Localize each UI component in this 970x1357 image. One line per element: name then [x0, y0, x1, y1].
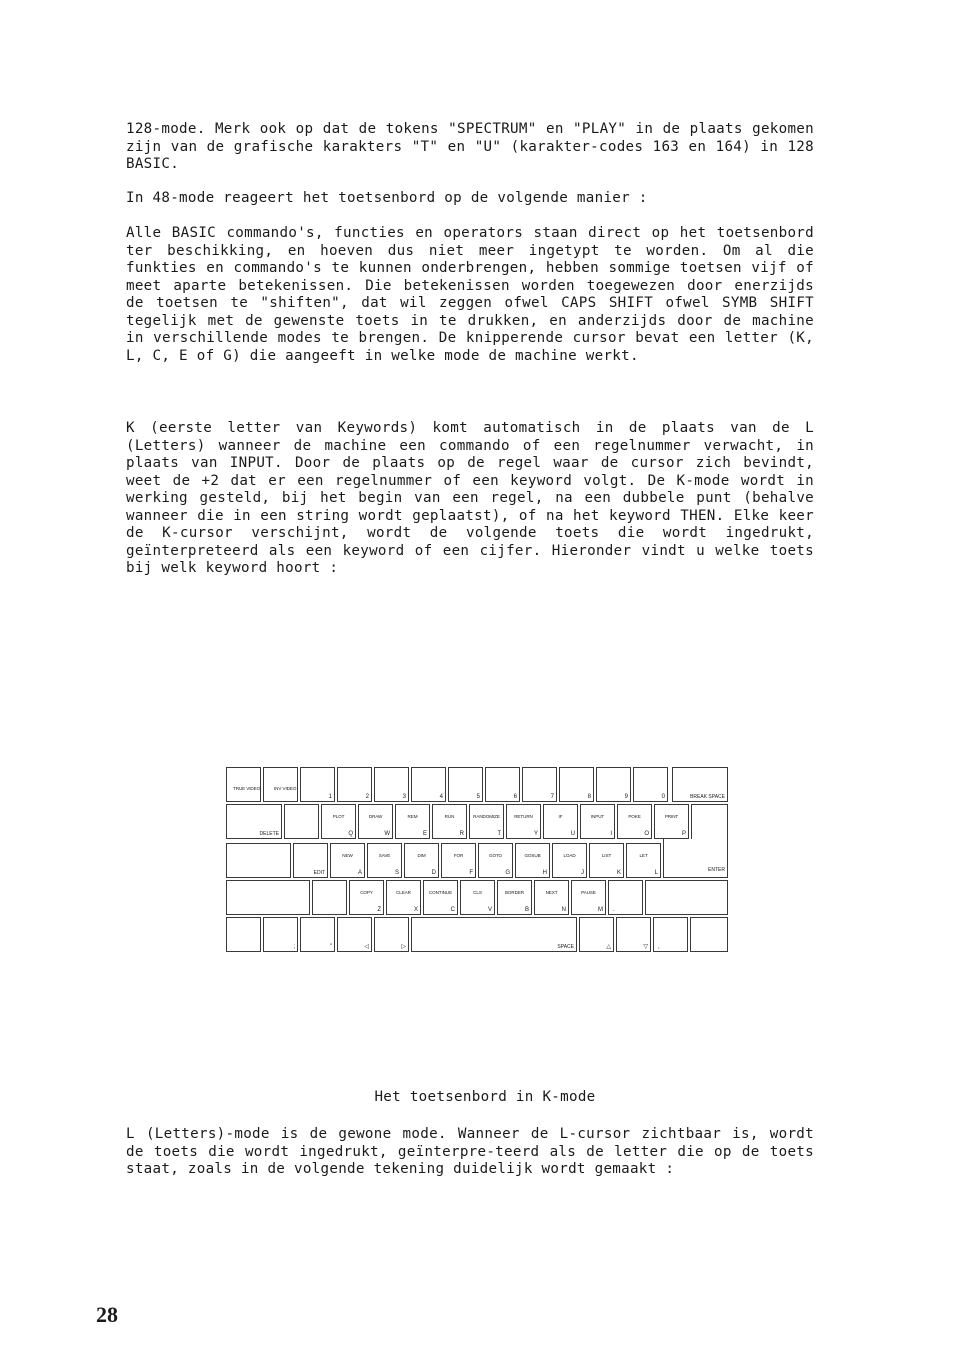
key-blank-caps-shift — [226, 880, 310, 915]
key-letter: I — [610, 831, 612, 837]
key-f — [441, 843, 476, 878]
key-w — [358, 804, 393, 839]
key-letter: S — [394, 870, 399, 876]
key-keyword: NEXT — [545, 890, 558, 895]
key-keyword: LET — [639, 853, 648, 858]
key-keyword: BORDER — [504, 890, 525, 895]
key-label: TRUE VIDEO — [233, 786, 261, 791]
key-5 — [448, 767, 483, 802]
key-letter: J — [581, 870, 584, 876]
key-1 — [300, 767, 335, 802]
key-letter: R — [459, 831, 464, 837]
key-digit: 4 — [439, 794, 443, 800]
right-arrow-icon: ▷ — [401, 944, 406, 950]
key-8 — [559, 767, 594, 802]
key-6 — [485, 767, 520, 802]
key-label: SPACE — [557, 944, 574, 950]
key-semicolon — [263, 917, 298, 952]
key-keyword: GOTO — [488, 853, 503, 858]
key-label: DELETE — [259, 831, 279, 837]
key-digit: 9 — [624, 794, 628, 800]
key-2 — [337, 767, 372, 802]
key-space — [411, 917, 577, 952]
key-h — [515, 843, 550, 878]
key-keyword: DIM — [417, 853, 426, 858]
key-keyword: COPY — [360, 890, 373, 895]
figure-caption: Het toetsenbord in K-mode — [374, 1089, 596, 1105]
key-keyword: CONTINUE — [428, 890, 453, 895]
key-blank — [690, 917, 728, 952]
key-letter: X — [413, 907, 418, 913]
key-keyword: DRAW — [368, 814, 383, 819]
key-blank — [312, 880, 347, 915]
key-letter: E — [422, 831, 427, 837]
key-9 — [596, 767, 631, 802]
key-blank-symb-shift — [645, 880, 728, 915]
key-inv-video — [263, 767, 298, 802]
key-r — [432, 804, 467, 839]
key-keyword: SAVE — [378, 853, 391, 858]
key-keyword: POKE — [628, 814, 641, 819]
key-letter: L — [654, 870, 658, 876]
key-k — [589, 843, 624, 878]
paragraph-48-mode: In 48-mode reageert het toetsenbord op de volgende manier : — [126, 190, 648, 206]
key-label: ENTER — [708, 867, 725, 873]
key-i — [580, 804, 615, 839]
key-letter: O — [644, 831, 649, 837]
key-keyword: CLEAR — [396, 890, 411, 895]
key-letter: D — [431, 870, 436, 876]
key-q — [321, 804, 356, 839]
key-letter: F — [469, 870, 473, 876]
key-y — [506, 804, 541, 839]
key-keyword: GOSUB — [524, 853, 541, 858]
key-label: EDIT — [313, 870, 325, 876]
key-keyword: CLS — [473, 890, 482, 895]
key-label: INV VIDEO — [274, 786, 297, 791]
key-comma — [653, 917, 688, 952]
key-digit: 2 — [365, 794, 369, 800]
key-letter: N — [561, 907, 566, 913]
key-letter: Z — [377, 907, 381, 913]
key-keyword: REM — [407, 814, 418, 819]
key-digit: 1 — [328, 794, 332, 800]
key-letter: A — [357, 870, 362, 876]
key-t — [469, 804, 504, 839]
key-enter — [663, 839, 728, 878]
paragraph-basic-commands: Alle BASIC commando's, functies en operators staan direct op het toetsenbord ter beschikking, en hoeven dus niet meer ingetypt te worden. Om al die funkties en commando's te kunnen onderbrengen, hebben sommige toetsen vijf of meet aparte betekenissen. Die betekenissen worden toegewezen door enerzijds de toetsen te "shiften", dat wil zeggen ofwel CAPS SHIFT ofwel SYMB SHIFT tegelijk met de gewenste toets in te drukken, en anderzijds door de machine in verschillende modes te brengen. De knipperende cursor bevat een letter (K, L, C, E of G) die aangeeft in welke mode de machine werkt. — [126, 225, 814, 364]
key-digit: 6 — [513, 794, 517, 800]
key-letter: H — [542, 870, 547, 876]
key-digit: 0 — [661, 794, 665, 800]
key-digit: 8 — [587, 794, 591, 800]
key-keyword: LOAD — [563, 853, 576, 858]
key-edit — [293, 843, 328, 878]
key-z — [349, 880, 384, 915]
key-4 — [411, 767, 446, 802]
key-b — [497, 880, 532, 915]
key-letter: B — [524, 907, 529, 913]
key-7 — [522, 767, 557, 802]
key-keyword: INPUT — [590, 814, 605, 819]
key-letter: Y — [533, 831, 538, 837]
key-keyword: PLOT — [332, 814, 345, 819]
key-keyword: RANDOMIZE — [473, 814, 500, 819]
key-g — [478, 843, 513, 878]
key-letter: K — [616, 870, 621, 876]
key-x — [386, 880, 421, 915]
key-n — [534, 880, 569, 915]
key-keyword: RUN — [444, 814, 455, 819]
key-digit: 7 — [550, 794, 554, 800]
key-delete — [226, 804, 282, 839]
key-a — [330, 843, 365, 878]
key-keyword: IF — [558, 814, 563, 819]
key-symbol: ; — [293, 944, 295, 950]
paragraph-k-mode: K (eerste letter van Keywords) komt automatisch in de plaats van de L (Letters) wanneer de machine een commando of een regelnummer verwacht, in plaats van INPUT. Door de plaats op de regel waar de cursor zich bevindt, weet de +2 dat er een regelnummer of een keyword volgt. De K-mode wordt in werking gesteld, bij het begin van een regel, na een dubbele punt (behalve wanneer die in een string wordt geplaatst), of na het keyword THEN. Elke keer de K-cursor verschijnt, wordt de volgende toets die wordt ingedrukt, geïnterpreteerd als een keyword of een cijfer. Hieronder vindt u welke toets bij welk keyword hoort : — [126, 420, 814, 576]
key-blank — [226, 917, 261, 952]
key-letter: C — [450, 907, 455, 913]
key-letter: V — [487, 907, 492, 913]
key-letter: T — [497, 831, 501, 837]
key-3 — [374, 767, 409, 802]
keyboard-k-mode-diagram — [226, 767, 728, 953]
key-symbol: . — [613, 907, 615, 913]
key-letter: P — [681, 831, 686, 837]
left-arrow-icon: ◁ — [364, 944, 369, 950]
key-0 — [633, 767, 668, 802]
key-s — [367, 843, 402, 878]
key-letter: U — [570, 831, 575, 837]
key-quote — [300, 917, 335, 952]
key-o — [617, 804, 652, 839]
key-digit: 3 — [402, 794, 406, 800]
key-up-arrow — [579, 917, 614, 952]
key-dot — [608, 880, 643, 915]
key-keyword: RETURN — [514, 814, 533, 819]
key-symbol: " — [329, 944, 332, 950]
key-enter-upper — [691, 804, 728, 839]
key-e — [395, 804, 430, 839]
page-number: 28 — [96, 1302, 118, 1327]
key-keyword: PRINT — [664, 814, 679, 819]
key-keyword: NEW — [342, 853, 353, 858]
key-u — [543, 804, 578, 839]
key-keyword: PAUSE — [581, 890, 596, 895]
key-down-arrow — [616, 917, 651, 952]
paragraph-l-mode: L (Letters)-mode is de gewone mode. Wanneer de L-cursor zichtbaar is, wordt de toets die wordt ingedrukt, geïnterpre-teerd als de letter die op de toets staat, zoals in de volgende tekening duidelijk wordt gemaakt : — [126, 1126, 814, 1177]
key-true-video — [226, 767, 261, 802]
key-letter: Q — [348, 831, 353, 837]
key-letter: G — [505, 870, 510, 876]
key-blank — [284, 804, 319, 839]
key-j — [552, 843, 587, 878]
key-keyword: FOR — [453, 853, 464, 858]
key-letter: M — [598, 907, 603, 913]
key-digit: 5 — [476, 794, 480, 800]
up-arrow-icon: △ — [606, 944, 611, 950]
key-break-space — [672, 767, 728, 802]
paragraph-128-mode: 128-mode. Merk ook op dat de tokens "SPECTRUM" en "PLAY" in de plaats gekomen zijn van de grafische karakters "T" en "U" (karakter-codes 163 en 164) in 128 BASIC. — [126, 121, 814, 172]
key-symbol: , — [658, 944, 660, 950]
key-keyword: LIST — [601, 853, 612, 858]
key-letter: W — [384, 831, 390, 837]
key-blank-caps — [226, 843, 291, 878]
key-c — [423, 880, 458, 915]
key-label: BREAK SPACE — [690, 794, 725, 800]
key-left-arrow — [337, 917, 372, 952]
key-m — [571, 880, 606, 915]
key-d — [404, 843, 439, 878]
key-right-arrow — [374, 917, 409, 952]
key-v — [460, 880, 495, 915]
down-arrow-icon: ▽ — [643, 944, 648, 950]
key-l — [626, 843, 661, 878]
key-p — [654, 804, 689, 839]
